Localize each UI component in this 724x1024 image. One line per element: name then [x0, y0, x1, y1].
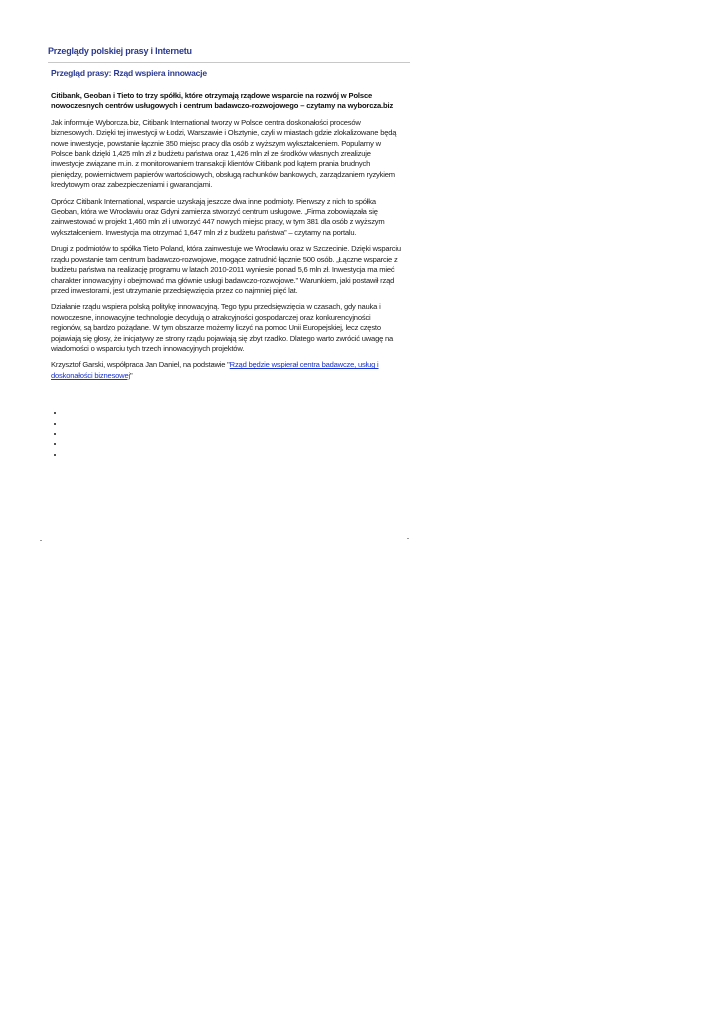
article-paragraph: Jak informuje Wyborcza.biz, Citibank International tworzy w Polsce centra doskonałości procesów biznesowych. Dzięki tej inwestycji w Łodzi, Warszawie i Olsztynie, czyli w miastach gdzie zlokalizowane będą nowe inwestycje, powstanie łącznie 350 miejsc pracy dla osób z wyższym wykształceniem. Popularny w Polsce bank dzięki 1,425 mln zł z budżetu państwa oraz 1,426 mln zł ze środków własnych zrealizuje inwestycje związane m.in. z monitorowaniem transakcji klientów Citibank pod kątem prania brudnych pieniędzy, powiernictwem papierów wartościowych, obsługą rachunków bankowych, zarządzaniem ryzykiem kredytowym oraz zabezpieczeniami i gwarancjami. [51, 117, 397, 190]
credit-suffix: " [129, 370, 133, 380]
list-item [65, 419, 403, 429]
site-title: Przeglądy polskiej prasy i Internetu [48, 46, 192, 56]
site-header [48, 45, 410, 63]
list-item [65, 450, 403, 460]
article [51, 67, 403, 460]
article-title: Przegląd prasy: Rząd wspiera innowacje [51, 68, 207, 78]
credit-prefix: Krzysztof Garski, współpraca Jan Daniel, na podstawie " [51, 360, 230, 370]
article-credit [51, 360, 403, 381]
list-item [65, 429, 403, 439]
list-item [65, 408, 403, 418]
corner-mark-left [40, 540, 42, 541]
article-lead: Citibank, Geoban i Tieto to trzy spółki, które otrzymają rządowe wsparcie na rozwój w Polsce nowoczesnych centrów usługowych i centrum badawczo-rozwojowego – czytamy na wyborcza.biz [51, 91, 394, 111]
source-link[interactable]: Rząd będzie wspierał centra badawcze, usług i doskonałości biznesowej [51, 360, 379, 380]
article-paragraph: Oprócz Citibank International, wsparcie uzyskają jeszcze dwa inne podmioty. Pierwszy z nich to spółka Geoban, która we Wrocławiu oraz Gdyni zamierza stworzyć centrum usługowe. „Firma zobowiązała się zainwestować w projekt 1,460 mln zł i utworzyć 447 nowych miejsc pracy, w tym 381 dla osób z wyższym wykształceniem. Inwestycja ma otrzymać 1,647 mln zł z budżetu państwa” – czytamy na portalu. [51, 196, 385, 237]
article-paragraph: Drugi z podmiotów to spółka Tieto Poland, która zainwestuje we Wrocławiu oraz w Szczecinie. Dzięki wsparciu rządu powstanie tam centrum badawczo-rozwojowe, mogące zatrudnić łącznie 500 osób. „Łączne wsparcie z budżetu państwa na realizację programu w latach 2010-2011 wyniesie ponad 5,6 mln zł. Inwestycja ma mieć charakter innowacyjny i obejmować ma głównie usługi badawczo-rozwojowe.” Warunkiem, jaki postawił rząd przed inwestorami, jest utrzymanie przedsięwzięcia przez co najmniej pięć lat. [51, 244, 401, 295]
empty-bullet-list [51, 408, 403, 460]
corner-mark-right [407, 538, 409, 539]
article-paragraph: Działanie rządu wspiera polską politykę innowacyjną. Tego typu przedsięwzięcia w czasach, gdy nauka i nowoczesne, innowacyjne technologie decydują o atrakcyjności gospodarczej oraz konkurencyjności regionów, są bardzo pożądane. W tym obszarze możemy liczyć na pomoc Unii Europejskiej, lecz często pojawiają się głosy, że inicjatywy ze strony rządu pojawiają się zbyt rzadko. Dlatego warto zwrócić uwagę na wiadomości o wsparciu tych trzech innowacyjnych projektów. [51, 302, 394, 353]
list-item [65, 439, 403, 449]
